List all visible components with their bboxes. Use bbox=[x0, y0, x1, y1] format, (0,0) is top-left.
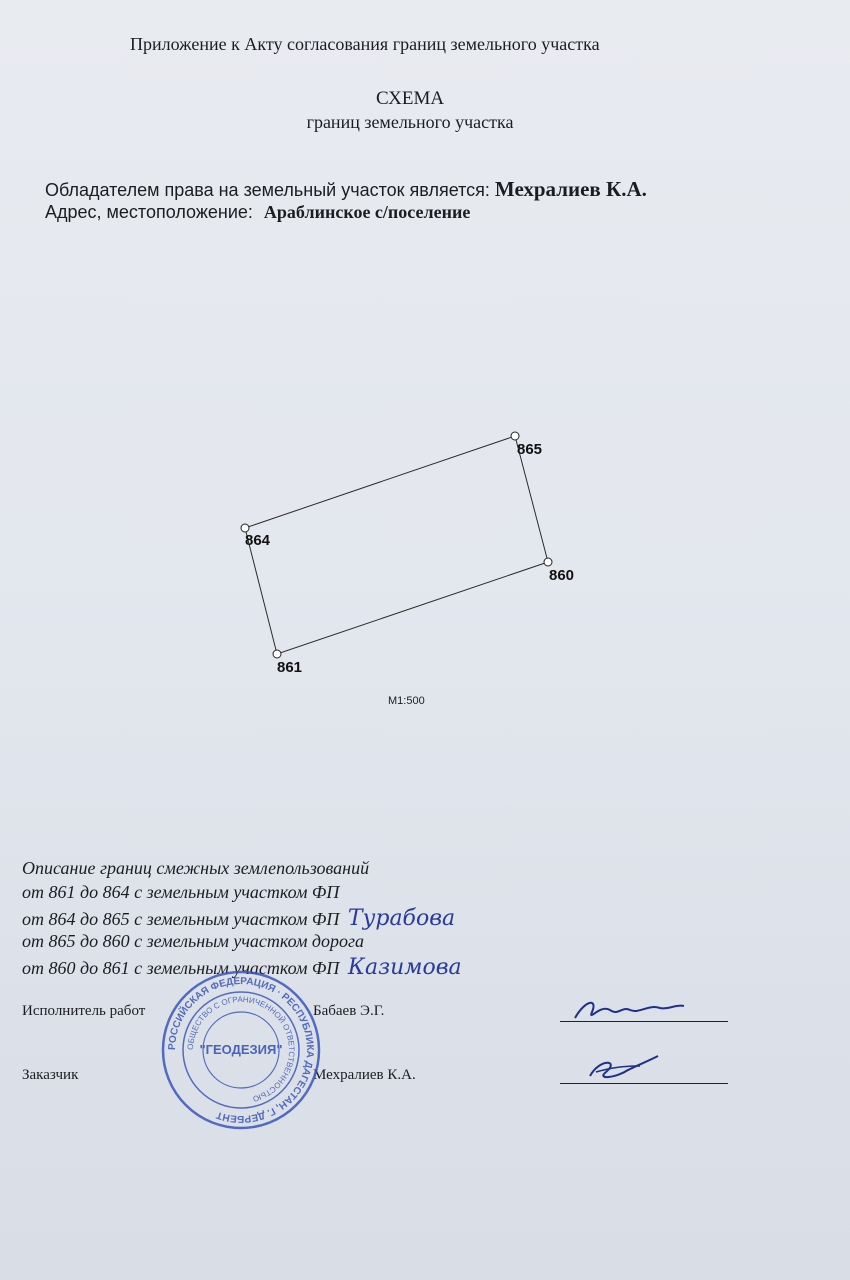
stamp-center-text: "ГЕОДЕЗИЯ" bbox=[199, 1042, 283, 1057]
address-value: Араблинское с/поселение bbox=[263, 202, 471, 222]
boundary-point-864 bbox=[241, 524, 249, 532]
customer-signature-line bbox=[560, 1083, 728, 1084]
company-stamp bbox=[156, 968, 326, 1133]
description-row-text: от 864 до 865 с земельным участком ФП bbox=[22, 909, 340, 929]
customer-name: Мехралиев К.А. bbox=[313, 1067, 416, 1083]
executor-label: Исполнитель работ bbox=[22, 1003, 146, 1019]
description-row-text: от 861 до 864 с земельным участком ФП bbox=[22, 882, 340, 902]
scale-label: М1:500 bbox=[388, 695, 425, 707]
owner-label: Обладателем права на земельный участок является: bbox=[45, 180, 490, 200]
description-row bbox=[22, 882, 339, 903]
description-row-text: от 860 до 861 с земельным участком ФП bbox=[22, 958, 340, 978]
boundary-point-860 bbox=[544, 558, 552, 566]
point-label-865: 865 bbox=[517, 441, 543, 458]
description-row bbox=[22, 906, 455, 931]
description-row bbox=[22, 931, 364, 952]
handwritten-neighbor: Турабова bbox=[347, 906, 456, 931]
stamp-outer-text: РОССИЙСКАЯ ФЕДЕРАЦИЯ · РЕСПУБЛИКА ДАГЕСТАН, Г. ДЕРБЕНТ bbox=[166, 975, 316, 1125]
handwritten-neighbor: Казимова bbox=[347, 955, 462, 980]
document-title: СХЕМА bbox=[375, 88, 445, 109]
address-label: Адрес, местоположение: bbox=[45, 202, 253, 222]
description-heading: Описание границ смежных землепользований bbox=[22, 858, 370, 878]
point-label-860: 860 bbox=[549, 567, 575, 584]
document-subtitle: границ земельного участка bbox=[306, 112, 514, 132]
owner-value: Мехралиев К.А. bbox=[494, 177, 647, 201]
boundary-point-861 bbox=[273, 650, 281, 658]
executor-signature-line bbox=[560, 1021, 728, 1022]
description-row-text: от 865 до 860 с земельным участком дорога bbox=[22, 931, 365, 951]
boundary-point-865 bbox=[511, 432, 519, 440]
point-label-864: 864 bbox=[245, 532, 271, 549]
stamp-inner-text: ОБЩЕСТВО С ОГРАНИЧЕННОЙ ОТВЕТСТВЕННОСТЬЮ bbox=[185, 994, 297, 1104]
customer-label: Заказчик bbox=[22, 1067, 79, 1083]
point-label-861: 861 bbox=[277, 659, 303, 676]
executor-name: Бабаев Э.Г. bbox=[313, 1003, 385, 1019]
parcel-boundary bbox=[245, 436, 548, 654]
appendix-heading: Приложение к Акту согласования границ земельного участка bbox=[130, 34, 600, 54]
